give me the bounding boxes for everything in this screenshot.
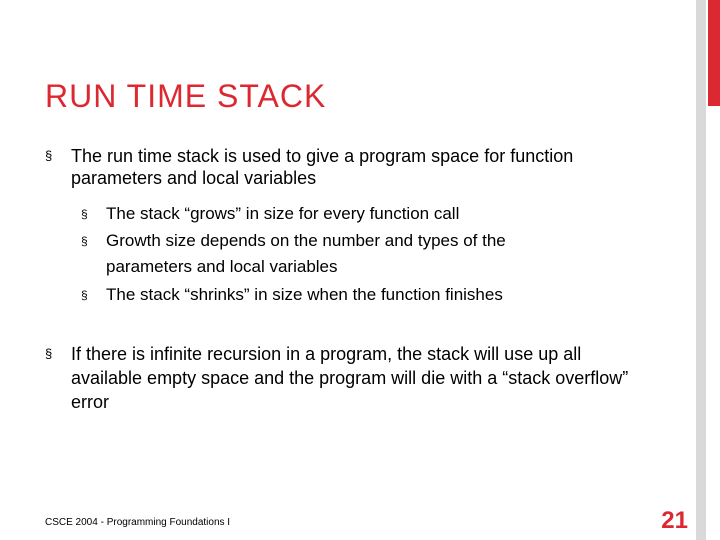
bullet-marker-icon: § (45, 346, 53, 361)
bullet-item (45, 342, 650, 414)
sub-bullet-item (81, 201, 601, 227)
bullet-marker-icon: § (81, 207, 88, 221)
slide-title: RUN TIME STACK (45, 78, 327, 114)
side-accent-bar (708, 0, 720, 106)
bullet-text: If there is infinite recursion in a program, the stack will use up all available empty space and the program will die with a “stack overflow” error (71, 344, 629, 412)
slide-footer: CSCE 2004 - Programming Foundations I (45, 517, 231, 528)
side-decoration-bar (696, 0, 706, 540)
bullet-marker-icon: § (45, 148, 53, 163)
bullet-marker-icon: § (81, 234, 88, 248)
sub-bullet-text: Growth size depends on the number and types of the parameters and local variables (106, 231, 506, 276)
bullet-text: The run time stack is used to give a program space for function parameters and local variables (71, 146, 574, 188)
sub-bullet-text: The stack “grows” in size for every function call (106, 204, 460, 223)
sub-bullet-text: The stack “shrinks” in size when the function finishes (106, 285, 503, 304)
page-number: 21 (661, 507, 688, 534)
sub-bullet-item (81, 228, 586, 280)
bullet-item (45, 145, 645, 189)
sub-bullet-item (81, 282, 601, 308)
bullet-marker-icon: § (81, 288, 88, 302)
